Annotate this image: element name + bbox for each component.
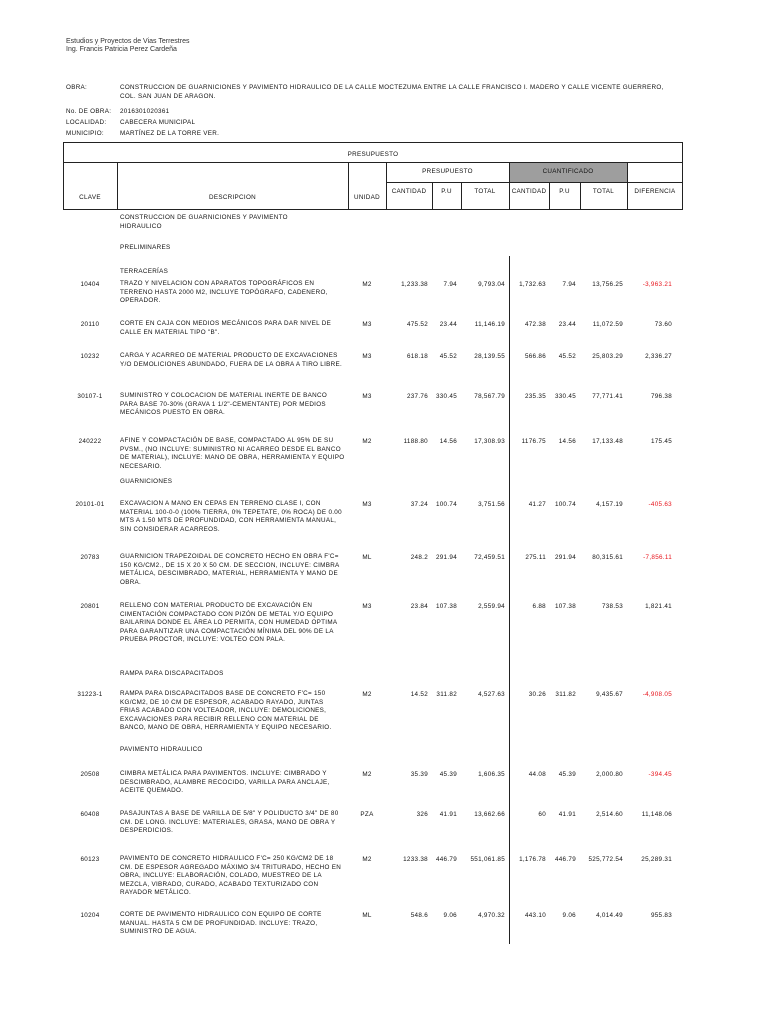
header-divider — [386, 182, 683, 183]
cell-descripcion: CORTE EN CAJA CON MEDIOS MECÁNICOS PARA DAR NIVEL DE CALLE EN MATERIAL TIPO "B". — [120, 320, 332, 336]
cell-p-cantidad: 237.76 — [406, 393, 428, 400]
cell-c-pu: 311.82 — [555, 691, 576, 698]
cell-unidad: PZA — [360, 811, 374, 818]
cell-p-pu: 45.52 — [439, 353, 457, 360]
cell-c-total: 525,772.54 — [588, 856, 623, 863]
cell-c-total: 2,000.80 — [596, 771, 623, 778]
cell-clave: 20783 — [80, 554, 100, 561]
cell-c-total: 4,014.49 — [596, 912, 623, 919]
cell-c-total: 738.53 — [601, 603, 623, 610]
cell-p-pu: 23.44 — [439, 321, 457, 328]
section-title: CONSTRUCCION DE GUARNICIONES Y PAVIMENTO HIDRAULICO — [120, 214, 288, 230]
cell-c-total: 80,315.61 — [592, 554, 623, 561]
cell-p-cantidad: 618.18 — [406, 353, 428, 360]
cell-p-pu: 14.56 — [439, 438, 457, 445]
cell-c-cantidad: 1,176.78 — [519, 856, 546, 863]
cell-clave: 10232 — [80, 353, 100, 360]
cell-clave: 10404 — [80, 281, 100, 288]
section-guarniciones: GUARNICIONES — [120, 478, 173, 485]
cell-clave: 60123 — [80, 856, 100, 863]
cell-p-cantidad: 475.52 — [406, 321, 428, 328]
no-obra-label: No. DE OBRA: — [66, 108, 112, 115]
cell-clave: 20101-01 — [75, 501, 105, 508]
cell-descripcion: RELLENO CON MATERIAL PRODUCTO DE EXCAVACIÓN EN CIMENTACIÓN COMPACTADO CON PIZÓN DE METAL Y/O EQUIPO BAILARINA DONDE EL ÁREA LO PERMITA, CON HUMEDAD OPTIMA PARA GARANTIZAR UNA COMPACTACIÓN MÍNIMA DEL 90% DE LA PRUEBA PROCTOR, INCLUYE: VOLTEO CON PALA. — [120, 602, 338, 644]
col-line — [627, 162, 628, 210]
cell-unidad: M2 — [362, 691, 372, 698]
cell-c-total: 2,514.60 — [596, 811, 623, 818]
col-line — [549, 182, 550, 210]
cell-descripcion: CORTE DE PAVIMENTO HIDRAULICO CON EQUIPO DE CORTE MANUAL. HASTA 5 CM DE PROFUNDIDAD. INCLUYE: TRAZO, SUMINISTRO DE AGUA. — [120, 911, 322, 936]
cell-p-cantidad: 35.39 — [410, 771, 428, 778]
cell-p-total: 551,061.85 — [470, 856, 505, 863]
cell-unidad: M2 — [362, 856, 372, 863]
cell-descripcion: CARGA Y ACARREO DE MATERIAL PRODUCTO DE EXCAVACIONES Y/O DEMOLICIONES ABUNDADO, FUERA DE LA OBRA A TIRO LIBRE. — [120, 352, 343, 368]
col-clave: CLAVE — [79, 194, 101, 201]
cell-c-pu: 291.94 — [554, 554, 576, 561]
cell-clave: 60408 — [80, 811, 100, 818]
engineer-name: Ing. Francis Patricia Perez Cardeña — [66, 46, 177, 53]
col-diferencia: DIFERENCIA — [634, 188, 676, 195]
cell-c-cantidad: 443.10 — [524, 912, 546, 919]
cell-descripcion: PAVIMENTO DE CONCRETO HIDRAULICO F'C= 250 KG/CM2 DE 18 CM. DE ESPESOR AGREGADO MÁXIMO 3/4 TRITURADO, HECHO EN OBRA, INCLUYE: ELABORACIÓN, COLADO, MUESTREO DE LA MEZCLA, VIBRADO, CURADO, ACABADO TEXTURIZADO CON RAYADOR METÁLICO. — [120, 855, 342, 897]
cell-c-pu: 446.79 — [554, 856, 576, 863]
col-p-pu: P.U — [441, 188, 452, 195]
cell-unidad: ML — [362, 554, 372, 561]
col-line — [348, 162, 349, 210]
cell-p-total: 4,527.63 — [478, 691, 505, 698]
cell-descripcion: SUMINISTRO Y COLOCACION DE MATERIAL INERTE DE BANCO PARA BASE 70-30% (GRAVA 1 1/2"-CEMENTANTE) POR MEDIOS MECÁNICOS PUESTO EN OBRA. — [120, 392, 328, 417]
localidad-label: LOCALIDAD: — [66, 119, 107, 126]
cell-p-total: 3,751.56 — [478, 501, 505, 508]
cell-clave: 20801 — [80, 603, 100, 610]
cell-c-cantidad: 235.35 — [524, 393, 546, 400]
cell-p-cantidad: 548.6 — [410, 912, 428, 919]
cell-diferencia: -7,856.11 — [643, 554, 672, 561]
cell-p-total: 9,793.04 — [478, 281, 505, 288]
cell-p-total: 13,662.66 — [474, 811, 505, 818]
municipio-value: MARTÍNEZ DE LA TORRE VER. — [120, 130, 220, 137]
cell-p-total: 17,308.93 — [474, 438, 505, 445]
section-preliminares: PRELIMINARES — [120, 244, 171, 251]
cell-clave: 31223-1 — [77, 691, 103, 698]
cell-p-cantidad: 23.84 — [410, 603, 428, 610]
cell-descripcion: RAMPA PARA DISCAPACITADOS BASE DE CONCRETO F'C= 150 KG/CM2, DE 10 CM DE ESPESOR, ACABADO RAYADO, JUNTAS FRIAS ACABADO CON VOLTEADOR, INCLUYE: DEMOLICIONES, EXCAVACIONES PARA RECIBIR RELLENO CON MATERIAL DE BANCO, MANO DE OBRA, HERRAMIENTA Y EQUIPO NECESARIO. — [120, 690, 332, 732]
cell-p-cantidad: 326 — [416, 811, 428, 818]
cell-c-pu: 14.56 — [558, 438, 576, 445]
localidad-value: CABECERA MUNICIPAL — [120, 119, 196, 126]
col-c-cantidad: CANTIDAD — [511, 188, 547, 195]
cell-p-total: 72,459.51 — [474, 554, 505, 561]
col-unidad: UNIDAD — [354, 194, 380, 201]
cell-unidad: M3 — [362, 603, 372, 610]
cell-c-total: 13,756.25 — [592, 281, 623, 288]
cell-c-cantidad: 6.88 — [532, 603, 546, 610]
cell-descripcion: EXCAVACION A MANO EN CEPAS EN TERRENO CLASE I, CON MATERIAL 100-0-0 (100% TIERRA, 0% TEPETATE, 0% ROCA) DE 0.00 MTS A 1.50 MTS DE PROFUNDIDAD, CON HERRAMIENTA MANUAL, SIN CONSIDERAR ACARREOS. — [120, 500, 342, 533]
col-p-cantidad: CANTIDAD — [391, 188, 427, 195]
col-c-total: TOTAL — [592, 188, 615, 195]
cell-c-total: 11,072.59 — [592, 321, 623, 328]
cell-c-cantidad: 41.27 — [528, 501, 546, 508]
cell-c-pu: 23.44 — [558, 321, 576, 328]
cell-c-total: 4,157.19 — [596, 501, 623, 508]
obra-label: OBRA: — [66, 84, 88, 91]
cell-diferencia: 1,821.41 — [645, 603, 672, 610]
cell-diferencia: 796.38 — [650, 393, 672, 400]
cell-c-cantidad: 1,732.63 — [519, 281, 546, 288]
cell-clave: 20508 — [80, 771, 100, 778]
cell-descripcion: AFINE Y COMPACTACIÓN DE BASE, COMPACTADO AL 95% DE SU PVSM., (NO INCLUYE: SUMINISTRO NI ACARREO DESDE EL BANCO DE MATERIAL), INCLUYE: MANO DE OBRA, HERRAMIENTA Y EQUIPO NECESARIO. — [120, 437, 345, 470]
cell-unidad: M3 — [362, 353, 372, 360]
cell-diferencia: -394.45 — [648, 771, 672, 778]
cell-c-total: 17,133.48 — [592, 438, 623, 445]
cell-p-pu: 100.74 — [435, 501, 457, 508]
cell-c-cantidad: 275.11 — [525, 554, 546, 561]
cell-unidad: ML — [362, 912, 372, 919]
cell-unidad: M2 — [362, 281, 372, 288]
cell-diferencia: 955.83 — [650, 912, 672, 919]
cell-p-total: 28,139.55 — [474, 353, 505, 360]
cell-p-pu: 9.06 — [443, 912, 457, 919]
cell-unidad: M3 — [362, 393, 372, 400]
col-descripcion: DESCRIPCION — [208, 194, 257, 201]
cell-diferencia: 175.45 — [650, 438, 672, 445]
cell-clave: 20110 — [80, 321, 100, 328]
cell-c-cantidad: 60 — [538, 811, 546, 818]
cell-p-cantidad: 1,233.38 — [401, 281, 428, 288]
cell-unidad: M2 — [362, 771, 372, 778]
cell-p-pu: 446.79 — [435, 856, 457, 863]
cell-p-pu: 7.94 — [443, 281, 457, 288]
col-line — [580, 182, 581, 210]
cell-c-pu: 107.38 — [554, 603, 576, 610]
col-line — [432, 182, 433, 210]
cell-clave: 240222 — [78, 438, 102, 445]
col-line — [461, 182, 462, 210]
cell-unidad: M3 — [362, 321, 372, 328]
presupuesto-group: PRESUPUESTO — [422, 168, 473, 175]
cell-p-cantidad: 37.24 — [410, 501, 428, 508]
cell-c-total: 25,803.29 — [592, 353, 623, 360]
cell-descripcion: PASAJUNTAS A BASE DE VARILLA DE 5/8" Y POLIDUCTO 3/4" DE 80 CM. DE LONG. INCLUYE: MATERIALES, GRASA, MANO DE OBRA Y DESPERDICIOS. — [120, 810, 339, 835]
cell-p-cantidad: 1233.38 — [403, 856, 428, 863]
cell-p-pu: 291.94 — [435, 554, 457, 561]
cell-p-pu: 330.45 — [435, 393, 457, 400]
cell-p-cantidad: 248.2 — [410, 554, 428, 561]
cell-c-cantidad: 30.26 — [528, 691, 546, 698]
cell-p-pu: 107.38 — [435, 603, 457, 610]
cell-c-total: 9,435.67 — [596, 691, 623, 698]
cell-c-pu: 41.91 — [558, 811, 576, 818]
cell-p-total: 4,970.32 — [478, 912, 505, 919]
cell-diferencia: -405.63 — [648, 501, 672, 508]
cell-c-pu: 45.39 — [558, 771, 576, 778]
cell-p-total: 1,606.35 — [478, 771, 505, 778]
cell-clave: 10204 — [80, 912, 100, 919]
cell-diferencia: -4,908.05 — [642, 691, 672, 698]
cell-p-pu: 45.39 — [439, 771, 457, 778]
cell-diferencia: -3,963.21 — [642, 281, 672, 288]
cell-c-cantidad: 1176.75 — [521, 438, 546, 445]
cell-p-pu: 41.91 — [439, 811, 457, 818]
col-c-pu: P.U — [559, 188, 570, 195]
cell-diferencia: 2,336.27 — [645, 353, 672, 360]
cell-p-total: 2,559.94 — [478, 603, 505, 610]
cell-diferencia: 11,148.06 — [641, 811, 672, 818]
cell-c-pu: 100.74 — [554, 501, 576, 508]
col-line — [117, 162, 118, 210]
section-terracerias: TERRACERÍAS — [120, 268, 169, 275]
col-p-total: TOTAL — [474, 188, 496, 195]
cell-c-total: 77,771.41 — [592, 393, 623, 400]
section-rampa: RAMPA PARA DISCAPACITADOS — [120, 670, 224, 677]
cell-c-cantidad: 472.38 — [524, 321, 546, 328]
no-obra-value: 2016301020361 — [120, 108, 170, 115]
cell-c-pu: 9.06 — [562, 912, 576, 919]
cell-p-total: 11,146.19 — [474, 321, 505, 328]
cell-c-cantidad: 44.08 — [528, 771, 546, 778]
cell-c-cantidad: 566.86 — [524, 353, 546, 360]
cell-descripcion: GUARNICION TRAPEZOIDAL DE CONCRETO HECHO EN OBRA F'C= 150 KG/CM2., DE 15 X 20 X 50 CM. DE SECCION, INCLUYE: CIMBRA METÁLICA, DESCIMBRADO, MATERIAL, HERRAMIENTA Y MANO DE OBRA. — [120, 553, 340, 586]
cell-descripcion: TRAZO Y NIVELACION CON APARATOS TOPOGRÁFICOS EN TERRENO HASTA 2000 M2, INCLUYE TOPÓGRAFO, CADENERO, OPERADOR. — [120, 280, 328, 305]
cuantificado-group: CUANTIFICADO — [542, 168, 594, 175]
obra-value: CONSTRUCCION DE GUARNICIONES Y PAVIMENTO HIDRAULICO DE LA CALLE MOCTEZUMA ENTRE LA CALLE FRANCISCO I. MADERO Y CALLE VICENTE GUERRERO, COL. SAN JUAN DE ARAGON. — [120, 84, 664, 100]
section-pavimento: PAVIMENTO HIDRAULICO — [120, 746, 203, 753]
cell-clave: 30107-1 — [77, 393, 103, 400]
cell-p-total: 78,567.79 — [474, 393, 505, 400]
cell-unidad: M3 — [362, 501, 372, 508]
cell-p-pu: 311.82 — [436, 691, 457, 698]
cell-diferencia: 25,289.31 — [641, 856, 672, 863]
cell-c-pu: 7.94 — [562, 281, 576, 288]
cell-c-pu: 45.52 — [558, 353, 576, 360]
presupuesto-title: PRESUPUESTO — [347, 151, 399, 158]
cell-p-cantidad: 14.52 — [410, 691, 428, 698]
municipio-label: MUNICIPIO: — [66, 130, 104, 137]
company-name: Estudios y Proyectos de Vias Terrestres — [66, 38, 190, 45]
cell-descripcion: CIMBRA METÁLICA PARA PAVIMENTOS. INCLUYE: CIMBRADO Y DESCIMBRADO, ALAMBRE RECOCIDO, VARILLA PARA ANCLAJE, ACEITE QUEMADO. — [120, 770, 330, 795]
cell-diferencia: 73.60 — [654, 321, 672, 328]
cell-c-pu: 330.45 — [554, 393, 576, 400]
cell-p-cantidad: 1188.80 — [403, 438, 428, 445]
cell-unidad: M2 — [362, 438, 372, 445]
